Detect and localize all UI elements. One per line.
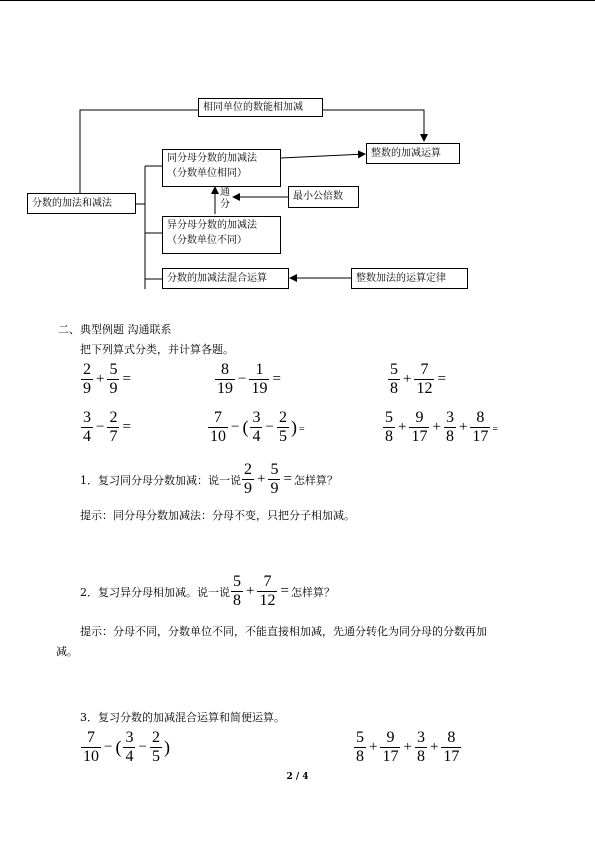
operator: +	[429, 739, 439, 755]
operator: −	[238, 371, 247, 387]
operator: −	[96, 419, 105, 435]
fraction	[354, 730, 366, 765]
equals: =	[280, 583, 289, 599]
same-box-line1: 同分母分数的加减法	[167, 153, 257, 164]
diagram-integer-operation-box: 整数的加减运算	[366, 143, 460, 164]
page-number: 2 / 4	[286, 772, 309, 782]
equals: =	[298, 424, 305, 435]
denominator: 12	[259, 592, 276, 609]
right-paren: )	[290, 417, 297, 437]
fraction	[81, 730, 101, 765]
operator: +	[257, 471, 266, 487]
fraction	[81, 410, 93, 445]
q2-prefix: 2．复习异分母相加减。说一说	[80, 585, 230, 599]
fraction	[249, 362, 269, 397]
fraction	[380, 730, 400, 765]
denominator: 8	[416, 748, 425, 765]
fraction	[107, 362, 119, 397]
denominator: 4	[125, 748, 134, 765]
numerator: 3	[416, 729, 425, 746]
q1-hint: 提示：同分母分数加减法：分母不变，只把分子相加减。	[80, 509, 355, 522]
numerator: 8	[221, 361, 229, 378]
operator: −	[104, 739, 113, 755]
denominator: 17	[382, 748, 399, 765]
denominator: 17	[443, 748, 460, 765]
diff-box-line2: （分数单位不同）	[167, 235, 247, 246]
equals: =	[272, 371, 281, 387]
operator: +	[369, 739, 378, 755]
section-heading: 二、典型例题 沟通联系	[58, 323, 172, 336]
fraction	[268, 462, 280, 497]
concept-diagram-connectors	[0, 0, 595, 300]
operator: +	[96, 371, 105, 387]
equals: =	[122, 371, 131, 387]
fraction	[409, 410, 429, 445]
fraction	[215, 362, 235, 397]
numerator: 7	[87, 729, 95, 746]
q2-suffix: 怎样算？	[290, 585, 335, 599]
right-paren: )	[163, 737, 170, 757]
denominator: 8	[390, 380, 398, 397]
denominator: 12	[416, 380, 433, 397]
numerator: 3	[125, 729, 134, 746]
equals: =	[492, 424, 499, 435]
operator: +	[403, 371, 412, 387]
operator: +	[398, 419, 407, 435]
operator: +	[458, 419, 468, 435]
numerator: 5	[270, 461, 279, 478]
left-paren: (	[115, 737, 122, 757]
numerator: 2	[244, 461, 252, 478]
numerator: 2	[151, 729, 160, 746]
fraction	[388, 362, 400, 397]
exercise-1	[80, 362, 133, 397]
diagram-integer-law-box: 整数加法的运算定律	[351, 268, 468, 289]
denominator: 4	[252, 428, 261, 445]
denominator: 9	[83, 380, 91, 397]
exercise-3	[387, 362, 448, 397]
numerator: 7	[420, 361, 429, 378]
diagram-fen-label: 分	[220, 199, 230, 210]
exercise-4	[80, 410, 133, 445]
fraction	[107, 410, 119, 445]
denominator: 9	[109, 380, 118, 397]
fraction	[208, 410, 228, 445]
equals: =	[122, 419, 131, 435]
operator: −	[231, 419, 240, 435]
fraction	[470, 410, 490, 445]
exercise-6	[382, 410, 499, 445]
denominator: 4	[83, 428, 91, 445]
diagram-same-denominator-box	[162, 149, 281, 187]
diagram-different-denominator-box	[162, 216, 281, 254]
numerator: 7	[263, 573, 272, 590]
numerator: 2	[83, 361, 91, 378]
denominator: 8	[445, 428, 454, 445]
fraction	[231, 574, 243, 609]
denominator: 19	[251, 380, 268, 397]
fraction	[415, 730, 427, 765]
operator: +	[246, 583, 255, 599]
q2-hint-line1: 提示：分母不同，分数单位不同，不能直接相加减，先通分转化为同分母的分数再加	[80, 625, 487, 638]
q1-prefix: 1．复习同分母分数加减：说一说	[80, 473, 241, 487]
denominator: 5	[151, 748, 160, 765]
exercise-5	[207, 410, 306, 445]
fraction	[257, 574, 277, 609]
numerator: 1	[255, 361, 264, 378]
denominator: 9	[270, 480, 279, 497]
equals: =	[437, 371, 446, 387]
fraction	[414, 362, 434, 397]
question-2	[80, 574, 335, 609]
operator: −	[138, 739, 147, 755]
numerator: 8	[447, 729, 456, 746]
denominator: 9	[244, 480, 252, 497]
operator: +	[432, 419, 441, 435]
q1-suffix: 怎样算？	[293, 473, 338, 487]
fraction	[444, 410, 456, 445]
question-1	[80, 462, 338, 497]
denominator: 17	[411, 428, 428, 445]
fraction	[123, 730, 135, 765]
diagram-mixed-operation-box: 分数的加减法混合运算	[162, 268, 289, 289]
fraction	[383, 410, 395, 445]
diagram-tong-label: 通	[220, 187, 230, 198]
diagram-lcm-box: 最小公倍数	[288, 186, 359, 208]
fraction	[250, 410, 262, 445]
diagram-root-box: 分数的加法和减法	[27, 193, 136, 214]
numerator: 2	[109, 409, 118, 426]
numerator: 9	[386, 729, 395, 746]
fraction	[81, 362, 93, 397]
diff-box-line1: 异分母分数的加减法	[167, 220, 257, 231]
numerator: 3	[445, 409, 454, 426]
numerator: 8	[476, 409, 485, 426]
fraction	[242, 462, 254, 497]
denominator: 8	[233, 592, 241, 609]
same-box-line2: （分数单位相同）	[167, 168, 247, 179]
denominator: 10	[83, 748, 99, 765]
diagram-top-box: 相同单位的数能相加减	[198, 98, 323, 117]
denominator: 5	[278, 428, 287, 445]
numerator: 9	[415, 409, 424, 426]
denominator: 8	[356, 748, 364, 765]
fraction	[150, 730, 162, 765]
section-instruction: 把下列算式分类，并计算各题。	[80, 343, 234, 356]
q3-expression-2	[353, 730, 462, 765]
left-paren: (	[242, 417, 249, 437]
numerator: 3	[83, 409, 91, 426]
numerator: 5	[385, 409, 393, 426]
operator: −	[265, 419, 274, 435]
numerator: 5	[390, 361, 398, 378]
denominator: 19	[217, 380, 233, 397]
denominator: 10	[210, 428, 226, 445]
numerator: 5	[109, 361, 118, 378]
denominator: 7	[109, 428, 118, 445]
operator: +	[403, 739, 412, 755]
q3-text: 3．复习分数的加减混合运算和简便运算。	[80, 711, 285, 724]
numerator: 5	[233, 573, 241, 590]
numerator: 3	[252, 409, 261, 426]
numerator: 5	[356, 729, 364, 746]
fraction	[441, 730, 461, 765]
fraction	[277, 410, 289, 445]
denominator: 17	[472, 428, 489, 445]
q3-expression-1	[80, 730, 171, 765]
exercise-2	[214, 362, 283, 397]
numerator: 7	[214, 409, 222, 426]
equals: =	[283, 471, 292, 487]
q2-hint-line2: 减。	[56, 645, 78, 658]
numerator: 2	[278, 409, 287, 426]
denominator: 8	[385, 428, 393, 445]
